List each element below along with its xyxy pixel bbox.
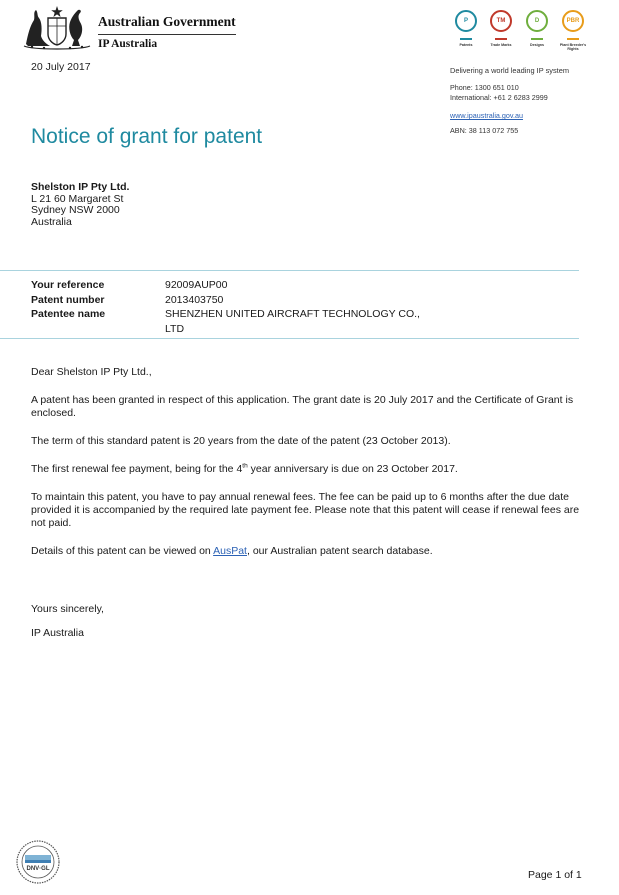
patent-number-label: Patent number — [31, 293, 105, 306]
badge-bar — [531, 38, 543, 40]
address-line: L 21 60 Margaret St — [31, 192, 124, 205]
certification-seal-icon — [14, 838, 62, 886]
table-row — [31, 293, 445, 308]
international-phone: International: +61 2 6283 2999 — [450, 93, 548, 102]
page-number: Page 1 of 1 — [528, 869, 582, 881]
agency-name: IP Australia — [98, 38, 158, 50]
reference-table — [31, 278, 445, 336]
ip-rights-badges — [446, 10, 596, 64]
badge-patents — [448, 10, 484, 47]
address-line: Australia — [31, 215, 72, 228]
details-text: Details of this patent can be viewed on — [31, 545, 214, 557]
signer: IP Australia — [31, 627, 84, 639]
phone-number: Phone: 1300 651 010 — [450, 83, 519, 92]
badge-caption: Patents — [459, 43, 473, 47]
renewal-text: year anniversary is due on 23 October 2017. — [247, 463, 458, 475]
recipient-address — [31, 182, 129, 228]
cert-mark: DNV·GL — [26, 866, 50, 872]
badge-bar — [460, 38, 472, 40]
website-link[interactable]: www.ipaustralia.gov.au — [450, 111, 523, 120]
badge-caption: Trade Marks — [490, 43, 512, 47]
paragraph-maintain: To maintain this patent, you have to pay annual renewal fees. The fee can be paid up to 6 months after the due date provided it is accompanied by the required late payment fee. Please note that this patent will cease if renewal fees are not paid. — [31, 491, 580, 529]
badge-plant-breeders-rights — [555, 10, 591, 51]
paragraph-grant: A patent has been granted in respect of this application. The grant date is 20 July 2017 and the Certificate of Grant is enclosed. — [31, 394, 574, 419]
tagline: Delivering a world leading IP system — [450, 66, 569, 75]
patentee-name-line: SHENZHEN UNITED AIRCRAFT TECHNOLOGY CO., — [165, 308, 420, 320]
header-divider — [98, 34, 236, 35]
patents-icon: P — [455, 10, 477, 32]
page-title: Notice of grant for patent — [31, 125, 263, 148]
table-row — [31, 307, 445, 336]
salutation: Dear Shelston IP Pty Ltd., — [31, 366, 152, 378]
badge-designs — [519, 10, 555, 47]
patentee-name-line: LTD — [165, 322, 185, 335]
plant-breeders-rights-icon: PBR — [562, 10, 584, 32]
patentee-name-value — [165, 307, 445, 336]
address-line: Sydney NSW 2000 — [31, 204, 120, 217]
letter-body — [31, 366, 591, 573]
signoff — [31, 603, 104, 651]
patent-number-value: 2013403750 — [165, 293, 224, 306]
your-reference-label: Your reference — [31, 279, 105, 291]
badge-trade-marks — [483, 10, 519, 47]
trade-marks-icon: TM — [490, 10, 512, 32]
paragraph-term: The term of this standard patent is 20 years from the date of the patent (23 October 2013). — [31, 435, 451, 447]
badge-caption: Designs — [530, 43, 544, 47]
coat-of-arms-logo — [20, 4, 94, 50]
recipient-firm: Shelston IP Pty Ltd. — [31, 181, 130, 193]
paragraph-renewal — [31, 463, 591, 476]
closing: Yours sincerely, — [31, 603, 104, 615]
renewal-text: The first renewal fee payment, being for the 4 — [31, 463, 243, 475]
table-bottom-rule — [0, 338, 579, 339]
badge-bar — [567, 38, 579, 40]
patentee-name-label: Patentee name — [31, 308, 106, 320]
government-name: Australian Government — [98, 14, 236, 29]
table-top-rule — [0, 270, 579, 271]
badge-caption: Plant Breeder's Rights — [559, 43, 587, 51]
ordinal-suffix: th — [242, 462, 248, 470]
table-row — [31, 278, 445, 293]
badge-bar — [495, 38, 507, 40]
auspat-link[interactable]: AusPat — [213, 545, 247, 557]
abn-number: ABN: 38 113 072 755 — [450, 126, 519, 135]
your-reference-value: 92009AUP00 — [165, 279, 228, 291]
designs-icon: D — [526, 10, 548, 32]
letter-date: 20 July 2017 — [31, 61, 91, 73]
details-text: , our Australian patent search database. — [246, 545, 433, 557]
paragraph-details — [31, 545, 591, 558]
